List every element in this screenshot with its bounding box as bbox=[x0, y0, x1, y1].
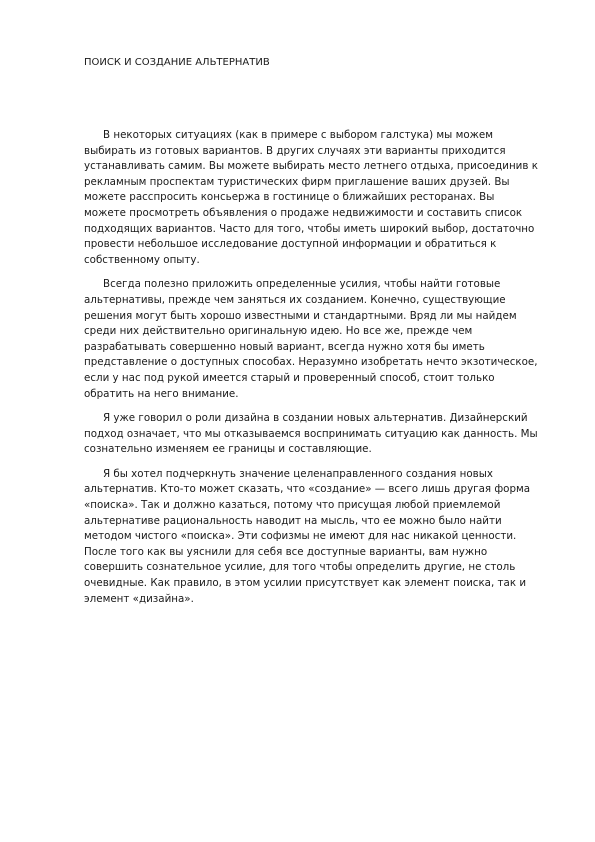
paragraph-3: Я уже говорил о роли дизайна в создании новых альтернатив. Дизайнерский подход означает, что мы отказываемся воспринимать ситуацию как данность. Мы сознательно изменяем ее границы и составляющие. bbox=[84, 412, 538, 456]
paragraph-1: В некоторых ситуациях (как в примере с выбором галстука) мы можем выбирать из готовых вариантов. В других случаях эти варианты приходится устанавливать самим. Вы можете выбирать место летнего отдыха, присоединив к рекламным проспектам туристических фирм приглашение ваших друзей. Вы можете расспросить консьержа в гостинице о ближайших ресторанах. Вы можете просмотреть объявления о продаже недвижимости и составить список подходящих вариантов. Часто для того, чтобы иметь широкий выбор, достаточно провести небольшое исследование доступной информации и обратиться к собственному опыту. bbox=[84, 129, 538, 266]
document-body bbox=[84, 128, 538, 616]
document-title: ПОИСК И СОЗДАНИЕ АЛЬТЕРНАТИВ bbox=[84, 57, 270, 68]
paragraph-2: Всегда полезно приложить определенные усилия, чтобы найти готовые альтернативы, прежде чем заняться их созданием. Конечно, существующие решения могут быть хорошо известными и стандартными. Вряд ли мы найдем среди них действительно оригинальную идею. Но все же, прежде чем разрабатывать совершенно новый вариант, всегда нужно хотя бы иметь представление о доступных способах. Неразумно изобретать нечто экзотическое, если у нас под рукой имеется старый и проверенный способ, стоит только обратить на него внимание. bbox=[84, 278, 538, 400]
paragraph-4: Я бы хотел подчеркнуть значение целенаправленного создания новых альтернатив. Кто-то может сказать, что «создание» — всего лишь другая форма «поиска». Так и должно казаться, потому что присущая любой приемлемой альтернативе рациональность наводит на мысль, что ее можно было найти методом чистого «поиска». Эти софизмы не имеют для нас никакой ценности. После того как вы уяснили для себя все доступные варианты, вам нужно совершить сознательное усилие, для того чтобы определить другие, не столь очевидные. Как правило, в этом усилии присутствует как элемент поиска, так и элемент «дизайна». bbox=[84, 467, 531, 605]
